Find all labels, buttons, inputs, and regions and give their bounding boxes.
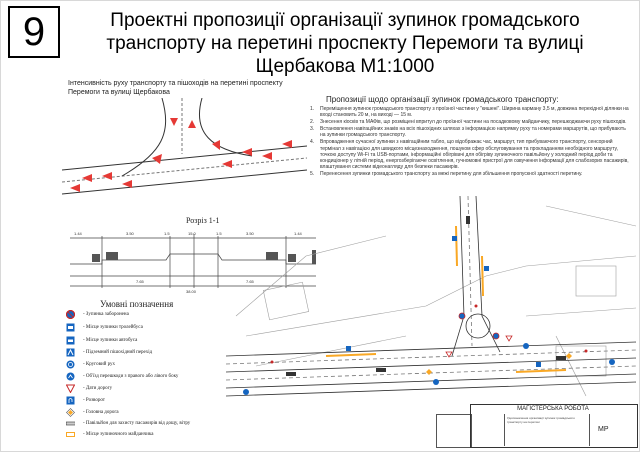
legend-item: - Об'їзд перешкоди з правого або лівого боку [66,371,178,381]
svg-text:38.00: 38.00 [186,289,197,294]
underpass-icon [66,348,75,357]
legend-item: - Місце зупиночного майданчика [66,429,153,439]
list-item: 2. Знесення кіосків та МАФів, що розміщені впритул до проїзної частини на посадковому майданчику, перешкоджаючи руху пішоходів. [310,119,627,126]
stop-prohibited-icon [66,310,75,319]
stop-area-icon [66,430,75,439]
trolleybus-stop-icon [66,323,75,332]
svg-text:7.65: 7.65 [246,279,254,284]
list-item: 4. Впровадження сучасної зупинки з навігаційним табло, що відображає час, маршрут, тип прибуваючого транспорту, сенсорний термінал з навігацією для швидкого місцезнаходження, пошуком сфер обслуговування та прокладанням необхідного маршруту, точкою доступу Wi-Fi та USB-портами, інформаційні обігрівачі для обігріву зупиночного павільйону у холодний період доби та кондиціонер у літній період, енергозберігаюче освітлення, гучномовні пристрої для озвучення інформації для слабозорих пасажирів, влаштування системи відеонагляду для безпеки пасажирів. [310,139,629,170]
list-item: 1. Переміщення зупинок громадського транспорту з проїзної частини у "кишені". Ширина карману 3,5 м, довжина перехідної ділянки на вході становить 20 м, на виході — 15 м. [310,106,629,119]
roundabout-icon [66,360,75,369]
yield-icon [66,384,75,393]
proposals-heading: Пропозиції щодо організації зупинок громадського транспорту: [326,95,559,104]
intensity-diagram [62,98,307,210]
title-block-left [436,414,472,448]
bus-stop-icon [66,336,75,345]
legend-item: - Місце зупинки тролейбуса [66,322,143,332]
legend-item: - Зупинка заборонена [66,309,129,319]
detour-icon [66,372,75,381]
legend-item: - Дати дорогу [66,383,112,393]
list-item: 5. Перенесення зупинки громадського транспорту за межі перетину для збільшення пропускної здатності перетину. [310,170,583,177]
svg-text:7.65: 7.65 [136,279,144,284]
svg-text:1.5: 1.5 [216,231,222,236]
svg-text:3.50: 3.50 [246,231,254,236]
page-title: Проектні пропозиції організації зупинок громадського транспорту на перетині проспекту Перемоги та вулиці Щербакова М1:1000 [106,10,584,77]
svg-text:1.5: 1.5 [164,231,170,236]
legend-title: Умовні позначення [100,299,174,309]
legend-item: - Головна дорога [66,407,119,417]
shelter-icon [66,419,75,428]
svg-text:3.50: 3.50 [126,231,134,236]
legend-item: - Підземний пішохідний перехід [66,347,152,357]
sheet-number: 9 [8,6,60,58]
legend-item: - Розворот [66,395,105,405]
intensity-caption: Інтенсивність руху транспорту та пішоходів на перетині проспекту Перемоги та вулиці Щербакова [68,80,283,96]
legend-item: - Павільйон для захисту пасажирів від дощу, вітру [66,418,190,428]
legend-item: - Місце зупинки автобуса [66,335,137,345]
svg-text:1.44: 1.44 [294,231,302,236]
svg-text:1.44: 1.44 [74,231,82,236]
svg-text:15.0: 15.0 [188,231,196,236]
title-block-description: Удосконалення організації зупинок громадського транспорту на перетині [504,414,590,446]
legend-item: - Круговий рух [66,359,115,369]
u-turn-icon [66,396,75,405]
section-title: Розріз 1-1 [186,216,220,225]
list-item: 3. Встановлення навігаційних знаків на всіх пішохідних шляхах з інформацією напрямку руху та номерами маршрутів, що прибувають на зупинки громадського транспорту. [310,126,626,139]
main-road-icon [66,408,75,417]
proposals-list [310,106,630,178]
title-block-code: МР [598,426,609,433]
title-block-title: МАГІСТЕРСЬКА РОБОТА [517,406,589,412]
intersection-plan [226,196,636,403]
